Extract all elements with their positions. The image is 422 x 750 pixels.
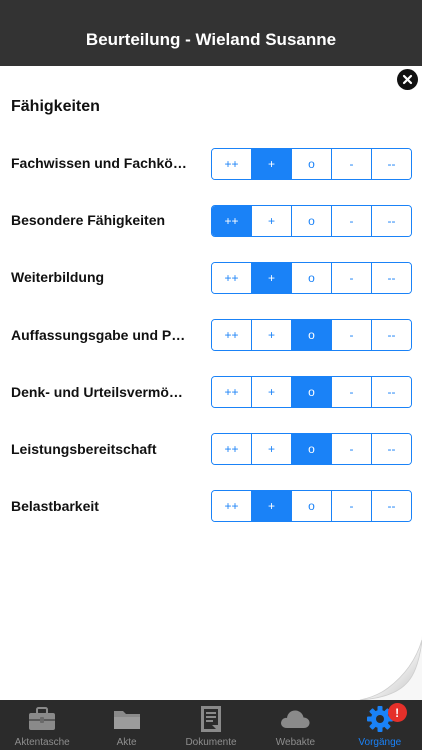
rating-control-belastbarkeit xyxy=(211,490,412,522)
rating-option-minus[interactable]: - xyxy=(331,434,371,464)
rating-control-auffassungsgabe xyxy=(211,319,412,351)
rating-control-weiterbildung xyxy=(211,262,412,294)
rating-option-plus[interactable]: + xyxy=(251,377,291,407)
rating-option-minus[interactable]: - xyxy=(331,377,371,407)
tab-label: Vorgänge xyxy=(358,737,402,748)
rating-option-minus[interactable]: - xyxy=(331,149,371,179)
row-label-auffassungsgabe: Auffassungsgabe und P… xyxy=(11,327,186,343)
tab-label: Webakte xyxy=(275,737,316,748)
rating-option-minusminus[interactable]: -- xyxy=(371,263,411,293)
tab-akte[interactable] xyxy=(84,700,168,750)
row-label-weiterbildung: Weiterbildung xyxy=(11,269,105,285)
tab-dokumente[interactable] xyxy=(169,700,253,750)
folder-icon xyxy=(111,705,143,733)
tab-label: Aktentasche xyxy=(14,737,70,748)
nav-bar xyxy=(0,0,422,66)
page-curl-icon[interactable] xyxy=(358,636,422,700)
tab-vorgaenge[interactable] xyxy=(338,700,422,750)
row-label-besondere-faehigkeiten: Besondere Fähigkeiten xyxy=(11,212,166,228)
rating-option-neutral[interactable]: o xyxy=(291,320,331,350)
rating-option-neutral[interactable]: o xyxy=(291,491,331,521)
rating-control-fachwissen xyxy=(211,148,412,180)
close-button[interactable] xyxy=(397,69,418,90)
rating-option-plus[interactable]: + xyxy=(251,434,291,464)
rating-option-neutral[interactable]: o xyxy=(291,206,331,236)
rating-option-plusplus[interactable]: ++ xyxy=(212,206,251,236)
rating-option-neutral[interactable]: o xyxy=(291,434,331,464)
rating-option-plus[interactable]: + xyxy=(251,206,291,236)
rating-option-plus[interactable]: + xyxy=(251,263,291,293)
rating-option-neutral[interactable]: o xyxy=(291,149,331,179)
rating-control-besondere-faehigkeiten xyxy=(211,205,412,237)
rating-option-minus[interactable]: - xyxy=(331,491,371,521)
rating-option-minusminus[interactable]: -- xyxy=(371,206,411,236)
cloud-icon xyxy=(279,705,311,733)
briefcase-icon xyxy=(26,705,58,733)
section-title: Fähigkeiten xyxy=(11,98,100,115)
rating-option-plusplus[interactable]: ++ xyxy=(212,377,251,407)
rating-option-minusminus[interactable]: -- xyxy=(371,434,411,464)
close-icon xyxy=(402,74,413,85)
tab-aktentasche[interactable] xyxy=(0,700,84,750)
rating-option-minus[interactable]: - xyxy=(331,320,371,350)
rating-option-plusplus[interactable]: ++ xyxy=(212,320,251,350)
rating-option-minusminus[interactable]: -- xyxy=(371,149,411,179)
rating-option-plusplus[interactable]: ++ xyxy=(212,149,251,179)
page-title: Beurteilung - Wieland Susanne xyxy=(85,30,337,49)
rating-control-denk-urteilsvermoegen xyxy=(211,376,412,408)
tab-label: Akte xyxy=(116,737,137,748)
rating-option-minusminus[interactable]: -- xyxy=(371,320,411,350)
rating-option-plus[interactable]: + xyxy=(251,491,291,521)
rating-option-minusminus[interactable]: -- xyxy=(371,377,411,407)
rating-option-minus[interactable]: - xyxy=(331,263,371,293)
rating-option-plusplus[interactable]: ++ xyxy=(212,434,251,464)
notification-badge: ! xyxy=(388,703,407,722)
rating-option-plus[interactable]: + xyxy=(251,320,291,350)
rating-option-neutral[interactable]: o xyxy=(291,377,331,407)
row-label-denk-urteilsvermoegen: Denk- und Urteilsvermö… xyxy=(11,384,183,400)
rating-option-plus[interactable]: + xyxy=(251,149,291,179)
row-label-belastbarkeit: Belastbarkeit xyxy=(11,498,99,514)
rating-option-minus[interactable]: - xyxy=(331,206,371,236)
tab-webakte[interactable] xyxy=(253,700,337,750)
row-label-fachwissen: Fachwissen und Fachkö… xyxy=(11,155,187,171)
rating-option-minusminus[interactable]: -- xyxy=(371,491,411,521)
row-label-leistungsbereitschaft: Leistungsbereitschaft xyxy=(11,441,157,457)
rating-control-leistungsbereitschaft xyxy=(211,433,412,465)
tab-bar xyxy=(0,700,422,750)
rating-option-plusplus[interactable]: ++ xyxy=(212,491,251,521)
document-icon xyxy=(195,705,227,733)
tab-label: Dokumente xyxy=(185,737,237,748)
rating-option-plusplus[interactable]: ++ xyxy=(212,263,251,293)
rating-option-neutral[interactable]: o xyxy=(291,263,331,293)
